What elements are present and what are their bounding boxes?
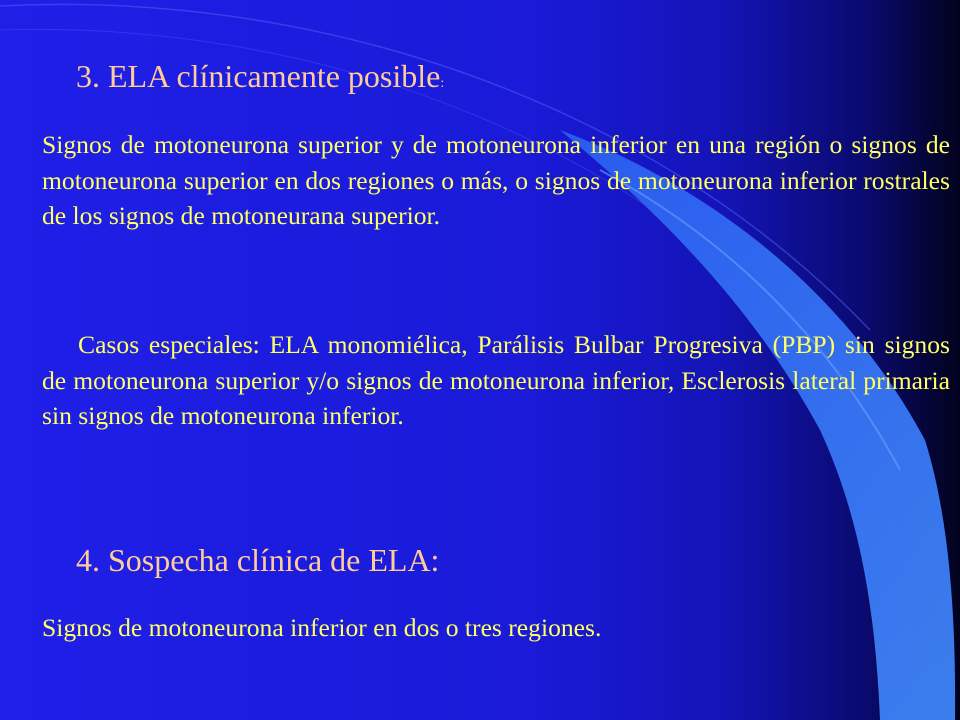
paragraph-suspicion-criteria: Signos de motoneurona inferior en dos o tres regiones.: [42, 613, 602, 642]
heading-sospecha-clinica: 4. Sospecha clínica de ELA:: [76, 542, 440, 578]
paragraph-special-cases: Casos especiales: ELA monomiélica, Parálisis Bulbar Progresiva (PBP) sin signos de motoneurona superior y/o signos de motoneurona inferior, Esclerosis lateral primaria sin signos de motoneurona inferior.: [42, 330, 950, 430]
heading-colon: :: [440, 76, 445, 91]
heading-text: 3. ELA clínicamente posible: [76, 58, 441, 94]
paragraph-criteria: Signos de motoneurona superior y de motoneurona inferior en una región o signos de motoneurona superior en dos regiones o más, o signos de motoneurona inferior rostrales de los signos de motoneurana superior.: [42, 130, 950, 230]
heading-ela-clinicamente-posible: [76, 56, 444, 104]
